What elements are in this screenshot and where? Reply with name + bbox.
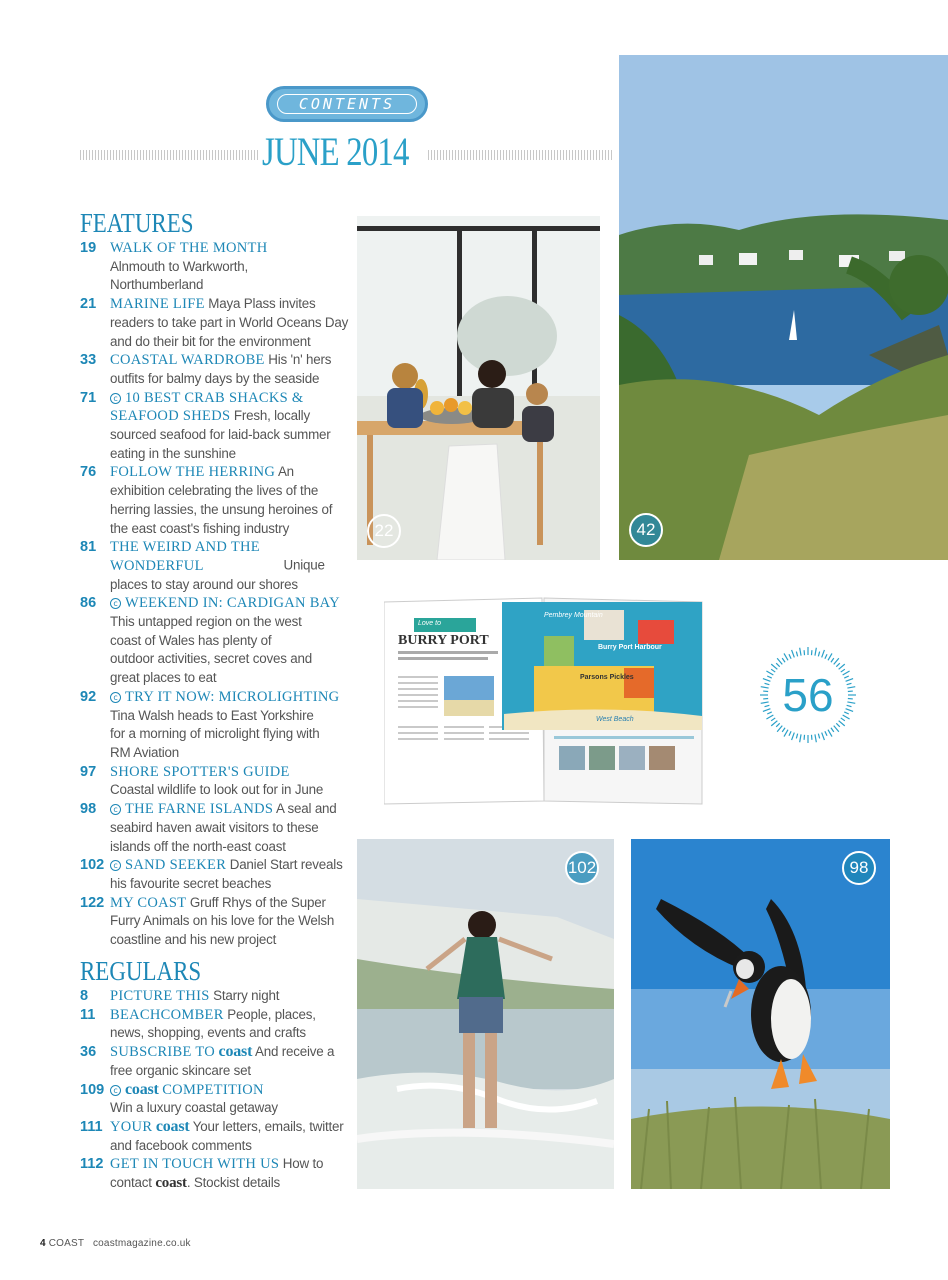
- regular-title: COMPETITION: [162, 1081, 264, 1098]
- regular-item[interactable]: [80, 1043, 352, 1080]
- regular-title: BEACHCOMBER: [110, 1006, 224, 1023]
- regular-item[interactable]: [80, 1155, 352, 1192]
- feature-desc: Alnmouth to Warkworth, Northumberland: [110, 258, 248, 293]
- photo-harbour-cove[interactable]: [619, 55, 948, 560]
- kitchen-scene: [357, 216, 600, 560]
- coast-brand: coast: [155, 1117, 190, 1135]
- feature-desc: Daniel Start reveals his favourite secret beaches: [110, 857, 343, 891]
- features-list: [80, 239, 352, 950]
- map-label: Pembrey Mountain: [544, 612, 603, 619]
- map-label: West Beach: [596, 716, 634, 723]
- page-badge-102: 102: [565, 851, 599, 885]
- regular-title: YOUR: [110, 1118, 153, 1135]
- regular-item[interactable]: [80, 1118, 352, 1155]
- page-number: 98: [80, 801, 97, 818]
- coast-circle-icon: c: [110, 393, 121, 404]
- page-badge-98: 98: [842, 851, 876, 885]
- spread-intro: Love to: [418, 620, 441, 627]
- coast-brand: coast: [218, 1043, 253, 1061]
- footer-url[interactable]: coastmagazine.co.uk: [92, 1238, 191, 1249]
- feature-item[interactable]: [80, 389, 352, 464]
- feature-title: THE FARNE ISLANDS: [125, 801, 274, 818]
- map-label: Parsons Pickles: [580, 674, 634, 681]
- features-heading: FEATURES: [80, 208, 194, 238]
- page-number: 21: [80, 296, 97, 313]
- photo-magazine-spread[interactable]: [384, 596, 704, 806]
- feature-item[interactable]: [80, 688, 352, 763]
- feature-desc: Gruff Rhys of the Super Furry Animals on his love for the Welsh coastline and his new project: [110, 894, 335, 948]
- feature-title: THE WEIRD AND THE WONDERFUL: [110, 539, 260, 574]
- page-number: 112: [80, 1156, 104, 1173]
- feature-desc: An exhibition celebrating the lives of the herring lassies, the unsung heroines of the east coast's fishing industry: [110, 464, 333, 536]
- magazine-spread: [384, 596, 704, 806]
- feature-desc: Tina Walsh heads to East Yorkshire for a morning of microlight flying with RM Aviation: [110, 707, 320, 760]
- page-number: 109: [80, 1081, 105, 1098]
- feature-item[interactable]: [80, 856, 352, 893]
- coast-circle-icon: c: [110, 860, 121, 871]
- feature-title: FOLLOW THE HERRING: [110, 464, 276, 481]
- page-seal-56[interactable]: [758, 645, 858, 745]
- regular-title: SUBSCRIBE TO: [110, 1044, 216, 1061]
- photo-family-kitchen[interactable]: [357, 216, 600, 560]
- page-number: 81: [80, 539, 97, 556]
- map-label: Burry Port Harbour: [598, 644, 662, 651]
- feature-item[interactable]: [80, 239, 352, 295]
- regular-title: PICTURE THIS: [110, 988, 210, 1004]
- coast-brand: coast: [125, 1080, 159, 1098]
- photo-puffin[interactable]: [631, 839, 890, 1189]
- page-number: 86: [80, 595, 97, 612]
- feature-title: MARINE LIFE: [110, 296, 205, 313]
- feature-item[interactable]: [80, 763, 352, 800]
- page-footer: [40, 1238, 191, 1249]
- regular-desc: And receive a free organic skincare set: [110, 1044, 335, 1078]
- feature-desc: Fresh, locally sourced seafood for laid-back summer eating in the sunshine: [110, 408, 331, 461]
- coast-brand: coast: [155, 1175, 187, 1192]
- page-number: 19: [80, 240, 97, 256]
- issue-date: JUNE 2014: [262, 129, 409, 174]
- feature-title: WALK OF THE MONTH: [110, 240, 268, 256]
- header-rule-left: [80, 150, 260, 160]
- puffin-scene: [631, 839, 890, 1189]
- coast-circle-icon: c: [110, 804, 121, 815]
- regular-item[interactable]: [80, 987, 352, 1006]
- page-badge-42: 42: [629, 513, 663, 547]
- page-number: 76: [80, 464, 97, 481]
- regular-desc: . Stockist details: [186, 1175, 280, 1191]
- regular-desc: Your letters, emails, twitter and facebook comments: [110, 1118, 344, 1153]
- header-rule-right: [428, 150, 614, 160]
- feature-title: SHORE SPOTTER'S GUIDE: [110, 763, 290, 780]
- seal-number: 56: [782, 669, 834, 721]
- coast-circle-icon: c: [110, 1085, 121, 1096]
- regular-title: GET IN TOUCH WITH US: [110, 1156, 280, 1173]
- coast-circle-icon: c: [110, 692, 121, 703]
- page-number: 122: [80, 894, 105, 911]
- feature-title: TRY IT NOW: MICROLIGHTING: [125, 688, 340, 705]
- regulars-list: [80, 987, 352, 1193]
- feature-item[interactable]: [80, 295, 352, 351]
- regular-desc: Starry night: [213, 988, 280, 1003]
- contents-badge: [266, 86, 428, 122]
- page-number: 11: [80, 1006, 96, 1023]
- regulars-heading: REGULARS: [80, 956, 202, 986]
- contents-badge-label: CONTENTS: [277, 94, 417, 114]
- footer-brand: COAST: [48, 1238, 85, 1249]
- feature-title: WEEKEND IN: CARDIGAN BAY: [125, 595, 340, 612]
- page-number: 71: [80, 389, 97, 406]
- regular-item[interactable]: [80, 1081, 352, 1118]
- regular-desc: People, places, news, shopping, events and crafts: [110, 1006, 316, 1041]
- feature-item[interactable]: [80, 894, 352, 950]
- page-badge-22: 22: [367, 514, 401, 548]
- feature-title: MY COAST: [110, 894, 187, 911]
- beach-scene: [357, 839, 614, 1189]
- page-number: 33: [80, 352, 97, 369]
- feature-desc: This untapped region on the west coast of Wales has plenty of outdoor activities, secret coves and great places to eat: [110, 614, 312, 686]
- feature-title: COASTAL WARDROBE: [110, 352, 265, 369]
- feature-desc: Coastal wildlife to look out for in June: [110, 782, 324, 798]
- feature-title: SAND SEEKER: [125, 857, 227, 874]
- feature-item[interactable]: [80, 800, 352, 856]
- coast-circle-icon: c: [110, 598, 121, 609]
- feature-item[interactable]: [80, 594, 352, 688]
- harbour-scene: [619, 55, 948, 560]
- footer-page-number: 4: [40, 1238, 46, 1249]
- photo-beach-paddler[interactable]: [357, 839, 614, 1189]
- feature-desc: Unique places to stay around our shores: [110, 557, 325, 592]
- regular-desc: Win a luxury coastal getaway: [110, 1100, 278, 1116]
- regular-item[interactable]: [80, 1006, 352, 1043]
- feature-item[interactable]: [80, 351, 352, 388]
- feature-desc: His 'n' hers outfits for balmy days by the seaside: [110, 352, 332, 386]
- page-number: 36: [80, 1044, 97, 1061]
- page-number: 102: [80, 857, 105, 874]
- page-number: 111: [80, 1118, 103, 1135]
- spread-headline: BURRY PORT: [398, 633, 489, 648]
- page-number: 92: [80, 688, 97, 705]
- page-number: 97: [80, 763, 97, 780]
- feature-desc: Maya Plass invites readers to take part in World Oceans Day and do their bit for the environment: [110, 296, 349, 349]
- feature-title: 10 BEST CRAB SHACKS & SEAFOOD SHEDS: [110, 389, 304, 425]
- regular-desc: How to contact: [110, 1156, 324, 1191]
- page-number: 8: [80, 988, 89, 1004]
- feature-item[interactable]: [80, 538, 352, 594]
- feature-desc: A seal and seabird haven await visitors to these islands off the north-east coast: [110, 801, 337, 854]
- feature-item[interactable]: [80, 463, 352, 538]
